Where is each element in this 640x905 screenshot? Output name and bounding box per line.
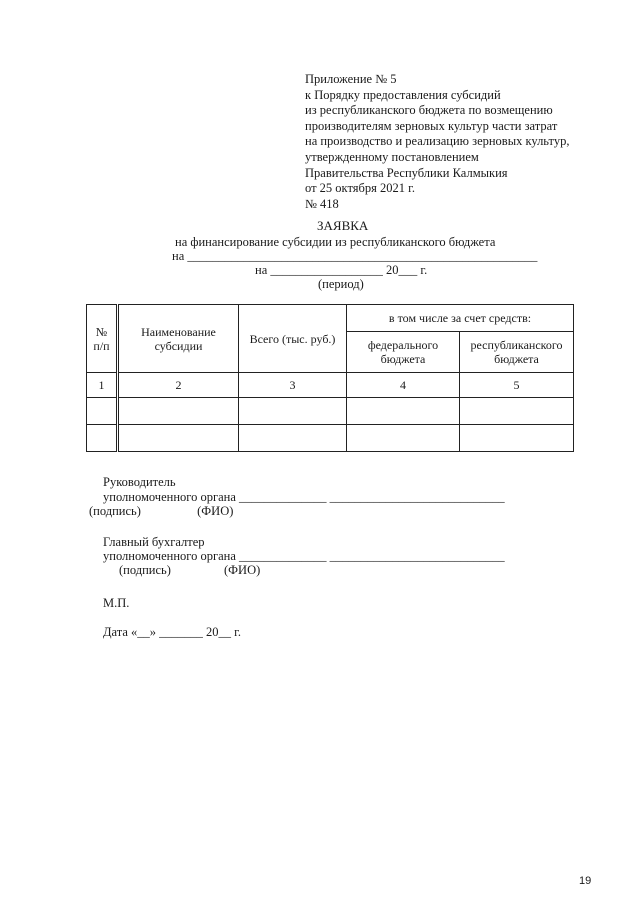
appendix-line: из республиканского бюджета по возмещению [305,103,553,118]
appendix-line: на производство и реализацию зерновых культур, [305,134,570,149]
document-subtitle: на финансирование субсидии из республиканского бюджета [175,235,496,249]
table-cell [118,425,239,452]
accountant-signature-captions: (подпись) (ФИО) [119,563,261,577]
document-title: ЗАЯВКА [317,218,369,233]
table-cell [347,425,460,452]
period-caption: (период) [318,277,364,291]
header-federal-text: федерального бюджета [367,338,439,366]
header-republic [460,332,574,373]
header-total-text: Всего (тыс. руб.) [249,331,336,346]
subsidy-table [86,304,574,452]
table-row [87,425,574,452]
appendix-line: № 418 [305,196,339,211]
table-cell [87,398,118,425]
table-cell: 4 [347,373,460,398]
table-cell: 1 [87,373,118,398]
appendix-line: к Порядку предоставления субсидий [305,87,501,102]
head-signature-line: уполномоченного органа ______________ ____________________________ [103,490,505,504]
table-cell [347,398,460,425]
header-num-text: № п/п [93,324,110,353]
page-number: 19 [579,875,592,887]
header-name-text: Наименование субсидии [141,324,216,353]
table-cell: 5 [460,373,574,398]
stamp-placeholder: М.П. [103,596,130,610]
header-num [87,305,118,373]
table-cell: 3 [239,373,347,398]
header-group-text: в том числе за счет средств: [388,311,532,325]
accountant-signature-line: уполномоченного органа ______________ ____________________________ [103,549,505,563]
table-cell [460,398,574,425]
table-cell: 2 [118,373,239,398]
header-federal [347,332,460,373]
table-row [87,398,574,425]
header-republic-text: республиканского бюджета [470,338,563,366]
appendix-block [305,72,569,212]
table-cell [87,425,118,452]
period-line: на __________________ 20___ г. [255,263,428,277]
head-title: Руководитель [103,475,176,489]
table-cell [239,398,347,425]
appendix-line: Приложение № 5 [305,72,397,86]
table-cell [239,425,347,452]
accountant-title: Главный бухгалтер [103,535,205,549]
appendix-line: Правительства Республики Калмыкия [305,165,508,180]
table-cell [460,425,574,452]
recipient-line: на ________________________________________________________ [172,249,538,263]
header-name [118,305,239,373]
appendix-line: утвержденному постановлением [305,149,479,164]
appendix-line: от 25 октября 2021 г. [305,181,415,196]
table-index-row [87,373,574,398]
header-total [239,305,347,373]
table-cell [118,398,239,425]
appendix-line: производителям зерновых культур части затрат [305,118,558,133]
date-line: Дата «__» _______ 20__ г. [103,625,242,639]
header-group [347,305,574,332]
head-signature-captions: (подпись) (ФИО) [89,504,234,518]
